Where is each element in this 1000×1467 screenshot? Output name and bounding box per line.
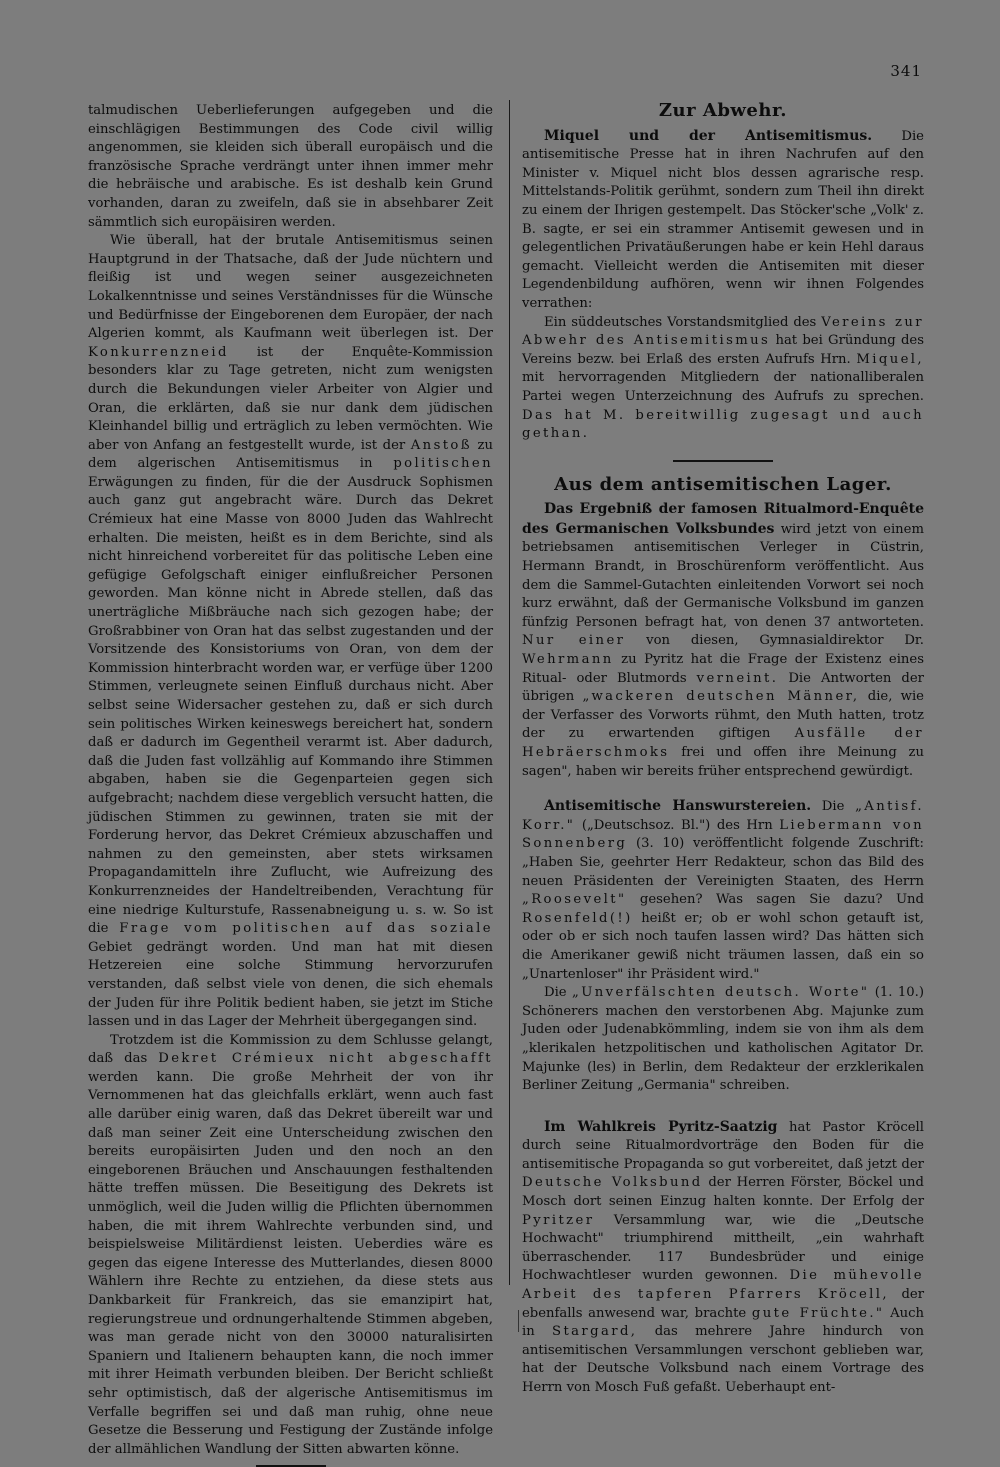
emphasis-run: Dekret Crémieux nicht abgeschafft (158, 1051, 493, 1067)
spacer (522, 781, 924, 797)
text-run: ist der Enquête-Kommission besonders klar zu Tage getreten, nicht zum wenigsten durch die Bekundungen vieler Arbeiter von Algier und Oran, die erklärten, daß sie nur dank dem jüdischen Kleinhandel billig und erträglich zu leben vermöchten. Wie aber von Anfang an festgestellt wurde, ist der (88, 344, 493, 453)
text-run: heißt er; ob er wohl schon getauft ist, oder ob er sich noch taufen lassen wird? Das hätten sich die Amerikaner gewiß nicht träumen lassen, daß ein so „Unartenloser" ihr Präsident wird." (522, 910, 924, 982)
text-run: zu Pyritz hat die Frage der Existenz eines Ritual- oder Blutmords (522, 652, 924, 686)
emphasis-run: „wackeren deutschen Männer, (582, 689, 860, 705)
emphasis-run: Pyritzer (522, 1212, 595, 1228)
emphasis-run: Ausfälle der Hebräerschmoks (522, 726, 925, 760)
emphasis-run: verneint. (696, 670, 779, 686)
text-run: mit hervorragenden Mitgliedern der nationalliberalen Partei wegen Unterzeichnung des Aufrufs zu sprechen. (522, 370, 924, 404)
article-title: Das Ergebniß der famosen Ritualmord-Enquête des Germanischen Volksbundes (522, 501, 924, 537)
text-run: Auch in (522, 1305, 924, 1340)
text-run: der ebenfalls anwesend war, brachte (522, 1287, 925, 1321)
paragraph-pyritz (522, 1118, 924, 1398)
paragraph-miquel (522, 127, 924, 314)
emphasis-run: Nur einer (522, 633, 626, 649)
paragraph-unverfaelschten (522, 984, 924, 1096)
text-run: („Deutschsoz. Bl.") des Hrn (581, 817, 773, 833)
column-divider-tail (518, 1310, 519, 1332)
left-column (88, 102, 493, 1467)
text-run: (1. 10.) Schönerers machen den verstorbenen Abg. Majunke zum Juden oder Judenabkömmling, indem sie von ihm als dem „klerikalen hetzpolitischen und katholischen Agitator Dr. Majunke (les) in Berlin, dem Redakteur der erzklerikalen Berliner Zeitung „Germania" schreiben. (522, 985, 925, 1094)
emphasis-run: Rosenfeld(!) (522, 910, 633, 926)
section-heading-abwehr: Zur Abwehr. (658, 100, 788, 121)
emphasis-run: politischen (393, 456, 493, 472)
text-run: (3. 10) veröffentlicht folgende Zuschrift: „Haben Sie, geehrter Herr Redakteur, schon das Bild des neuen Präsidenten der Vereinigten Staaten, des Herrn (522, 836, 924, 889)
text-run: Erwägungen zu finden, für die der Ausdruck Sophismen auch ganz gut angebracht wäre. Durch das Dekret Crémieux hat eine Masse von 8000 Juden das Wahlrecht erhalten. Die meisten, heißt es in dem Berichte, sind als nicht hinreichend vorbereitet für das politische Leben eine gefügige Gefolgschaft einiger einflußreicher Personen geworden. Man könne nicht in Abrede stellen, daß das unerträgliche Mißbräuche nach sich gezogen habe; der Großrabbiner von Oran hat das selbst zugestanden und der Vorsitzende des Konsistoriums von Oran, von dem der Kommission hinterbracht worden war, er verfüge über 1200 Stimmen, verleugnete seinen Einfluß durchaus nicht. Aber selbst seine Widersacher gestehen zu, daß er sich durch sein politisches Wirken keineswegs bereichert hat, sondern daß er dadurch im Gegentheil verarmt ist. Aber dadurch, daß die Juden fast vollzählig auf Kommando ihre Stimmen abgaben, haben sie die Gegenparteien gegen sich aufgebracht; nachdem diese vergeblich versucht hatten, die jüdischen Stimmen zu gewinnen, traten sie mit der Forderung hervor, das Dekret Crémieux abzuschaffen und nahmen zu den gemeinsten, aber stets wirksamen Propagandamitteln ihre Zuflucht, wie Aufreizung des Konkurrenzneides der Handeltreibenden, Verachtung für eine niedrige Kulturstufe, Rassenabneigung u. s. w. So ist die (88, 474, 493, 937)
article-title: Antisemitische Hanswurstereien. (544, 798, 812, 815)
text-run: der Herren Förster, Böckel und Mosch dort seinen Einzug halten konnte. Der Erfolg der (522, 1175, 924, 1210)
text-run: Gebiet gedrängt worden. Und man hat mit diesen Hetzereien eine solche Stimmung hervorzurufen verstanden, daß selbst viele von denen, die sich ehemals der Juden für ihre Politik bedient haben, sie jetzt im Stiche lassen und in das Lager der Mehrheit übergegangen sind. (88, 939, 493, 1030)
paragraph-hanswurstereien (522, 797, 924, 984)
paragraph-ritualmord (522, 500, 924, 781)
page-number: 341 (890, 62, 922, 80)
text-run: Die Antworten der übrigen (522, 670, 924, 705)
emphasis-run: Frage vom politischen auf das soziale (119, 921, 493, 937)
text-run: Die (544, 985, 567, 1001)
text-run: zu dem algerischen Antisemitismus in (88, 437, 493, 472)
emphasis-run: Vereins zur Abwehr des Antisemitismus (522, 314, 924, 349)
text-run: Trotzdem ist die Kommission zu dem Schlusse gelangt, daß das (88, 1032, 493, 1067)
text-run: hat bei Gründung des Vereins bezw. bei Erlaß des ersten Aufrufs Hrn. (522, 333, 924, 367)
emphasis-run: Das hat M. bereitwillig zugesagt und auch gethan. (522, 407, 924, 442)
text-run: wird jetzt von einem betriebsamen antisemitischen Verleger in Cüstrin, Hermann Brandt, in Broschürenform veröffentlicht. Aus dem die Sammel-Gutachten einleitenden Vorwort sei noch kurz erwähnt, daß der Germanische Volksbund im ganzen fünfzig Personen befragt hat, von denen 37 antworteten. (522, 521, 924, 630)
text-run: frei und offen ihre Meinung zu sagen", haben wir bereits früher entsprechend gewürdigt. (522, 745, 924, 779)
text-run: hat Pastor Kröcell durch seine Ritualmordvorträge den Boden für die antisemitische Propaganda so gut vorbereitet, daß jetzt der (522, 1119, 924, 1172)
text-run: gesehen? Was sagen Sie dazu? Und (639, 892, 924, 908)
emphasis-run: Wehrmann (522, 652, 614, 668)
text-run: Ein süddeutsches Vorstandsmitglied des (544, 314, 817, 330)
section-rule (673, 460, 773, 462)
text-run: von diesen, Gymnasialdirektor Dr. (646, 633, 924, 649)
emphasis-run: „Unverfälschten deutsch. Worte" (572, 985, 870, 1001)
emphasis-run: Anstoß (410, 437, 472, 453)
text-run: das mehrere Jahre hindurch von antisemitischen Versammlungen verschont geblieben war, hat der Deutsche Volksbund nach einem Vortrage des Herrn von Mosch Fuß gefaßt. Ueberhaupt ent- (522, 1324, 924, 1395)
paragraph-antisemitism-cause (88, 232, 493, 1032)
section-heading-lager: Aus dem antisemitischen Lager. (554, 473, 892, 495)
text-run: Die (821, 799, 845, 815)
emphasis-run: Deutsche Volksbund (522, 1175, 703, 1191)
emphasis-run: Konkurrenzneid (88, 344, 229, 360)
text-run: Wie überall, hat der brutale Antisemitismus seinen Hauptgrund in der Thatsache, daß der Jude nüchtern und fleißig ist und wegen seiner ausgezeichneten Lokalkenntnisse und seines Verständnisses für die Wünsche und Bedürfnisse der Eingeborenen dem Europäer, der nach Algerien kommt, als Kaufmann weit überlegen ist. Der (88, 233, 493, 342)
text-run: die, wie der Verfasser des Vorworts rühmt, den Muth hatten, trotz der zu erwartenden giftigen (522, 689, 924, 742)
emphasis-run: Liebermann von Sonnenberg (522, 817, 924, 852)
column-divider (509, 100, 510, 1285)
text-run: Die antisemitische Presse hat in ihren Nachrufen auf den Minister v. Miquel nicht blos dessen agrarische resp. Mittelstands-Politik gerühmt, sondern zum Theil ihn direkt zu einem der Ihrigen gestempelt. Das Stöcker'sche „Volk' z. B. sagte, er sei ein strammer Antisemit gewesen und in gelegentlichen Privatäußerungen habe er kein Hehl daraus gemacht. Vielleicht werden die Antisemiten mit dieser Legendenbildung aufhören, wenn wir ihnen Folgendes verrathen: (522, 128, 924, 311)
article-title: Im Wahlkreis Pyritz-Saatzig (544, 1118, 778, 1135)
text-run: Versammlung war, wie die „Deutsche Hochwacht" triumphirend mittheilt, „ein wahrhaft überraschender. 117 Bundesbrüder und einige Hochwachtleser wurden gewonnen. (522, 1212, 924, 1284)
article-title: Miquel und der Antisemitismus. (544, 127, 873, 144)
text-run: werden kann. Die große Mehrheit der von ihr Vernommenen hat das gleichfalls erklärt, wenn auch fast alle darüber einig waren, daß das Dekret übereilt war und daß man seiner Zeit eine Unterscheidung zwischen den bereits europäisirten Juden und den noch an den eingeborenen Bräuchen und Anschauungen festhaltenden hätte treffen müssen. Die Beseitigung des Dekrets ist unmöglich, weil die Juden willig die Pflichten übernommen haben, die mit ihrem Wahlrechte verbunden sind, und beispielsweise Militärdienst leisten. Ueberdies wäre es gegen das eigene Interesse des Mutterlandes, diesen 8000 Wählern ihre Rechte zu entziehen, da diese stets aus Dankbarkeit für Frankreich, das sie emanzipirt hat, regierungstreue und ordnungerhaltende Stimmen abgeben, was man gerade nicht von den 30000 naturalisirten Spaniern und Italienern behaupten kann, die noch immer mit ihrer Heimath verbunden bleiben. Der Bericht schließt sehr optimistisch, daß der algerische Antisemitismus im Verfalle begriffen sei und daß man ruhig, ohne neue Gesetze die Besserung und Festigung der Zustände infolge der allmählichen Wandlung der Sitten abwarten könne. (88, 1069, 493, 1457)
spacer (522, 1096, 924, 1118)
paragraph-continuation: talmudischen Ueberlieferungen aufgegeben und die einschlägigen Bestimmungen des Code civil willig angenommen, sie kleiden sich überall europäisch und die französische Sprache verdrängt unter ihnen immer mehr die hebräische und arabische. Es ist deshalb kein Grund vorhanden, daran zu zweifeln, daß sie in absehbarer Zeit sämmtlich sich europäisiren werden. (88, 103, 493, 230)
right-column (522, 102, 924, 1398)
emphasis-run: gute Früchte." (751, 1305, 885, 1321)
emphasis-run: Miquel, (856, 351, 924, 367)
paragraph-commission-conclusion (88, 1032, 493, 1460)
emphasis-run: „Antisf. Korr." (522, 799, 924, 833)
emphasis-run: Stargard, (552, 1324, 638, 1340)
paragraph-miquel-2 (522, 314, 924, 444)
emphasis-run: Die mühevolle Arbeit des tapferen Pfarrers Kröcell, (522, 1268, 924, 1303)
emphasis-run: „Roosevelt" (522, 892, 627, 908)
